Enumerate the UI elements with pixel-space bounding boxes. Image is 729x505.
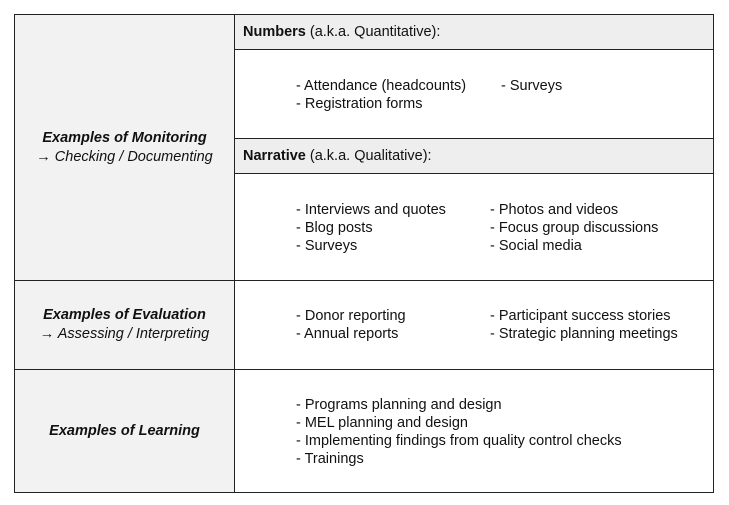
narrative-header (235, 138, 713, 174)
evaluation-title: Examples of Evaluation (43, 307, 206, 323)
numbers-header (235, 15, 713, 50)
numbers-body (235, 50, 713, 138)
list-item: - Blog posts (296, 220, 373, 236)
narrative-header-rest: (a.k.a. Qualitative): (309, 148, 432, 164)
narrative-body (235, 174, 713, 280)
monitoring-label-cell (15, 15, 235, 280)
monitoring-row (15, 15, 713, 280)
evaluation-subtitle: → Assessing / Interpreting (39, 326, 210, 342)
list-item: - Implementing findings from quality control checks (296, 433, 622, 449)
mel-examples-table (14, 14, 714, 493)
list-item: - Participant success stories (490, 308, 671, 324)
narrative-header-bold: Narrative (243, 148, 306, 164)
list-item: - Annual reports (296, 326, 399, 342)
list-item: - Surveys (501, 78, 563, 94)
list-item: - Attendance (headcounts) (296, 78, 467, 94)
evaluation-content-cell (235, 281, 713, 369)
list-item: - Donor reporting (296, 308, 406, 324)
monitoring-content-cell (235, 15, 713, 280)
monitoring-subtitle: → Checking / Documenting (36, 148, 213, 165)
list-item: - MEL planning and design (296, 415, 468, 431)
list-item: - Social media (490, 238, 582, 254)
monitoring-title: Examples of Monitoring (42, 129, 207, 146)
learning-label-cell (15, 370, 235, 492)
numbers-header-rest: (a.k.a. Quantitative): (309, 24, 441, 40)
evaluation-label-cell (15, 281, 235, 369)
learning-title: Examples of Learning (49, 422, 200, 439)
learning-content-cell (235, 370, 713, 492)
list-item: - Strategic planning meetings (490, 326, 678, 342)
list-item: - Focus group discussions (490, 220, 659, 236)
learning-row (15, 370, 713, 492)
evaluation-row (15, 281, 713, 369)
list-item: - Interviews and quotes (296, 202, 446, 218)
list-item: - Surveys (296, 238, 358, 254)
list-item: - Trainings (296, 451, 364, 467)
numbers-header-bold: Numbers (243, 24, 306, 40)
list-item: - Programs planning and design (296, 397, 502, 413)
list-item: - Photos and videos (490, 202, 619, 218)
list-item: - Registration forms (296, 96, 423, 112)
